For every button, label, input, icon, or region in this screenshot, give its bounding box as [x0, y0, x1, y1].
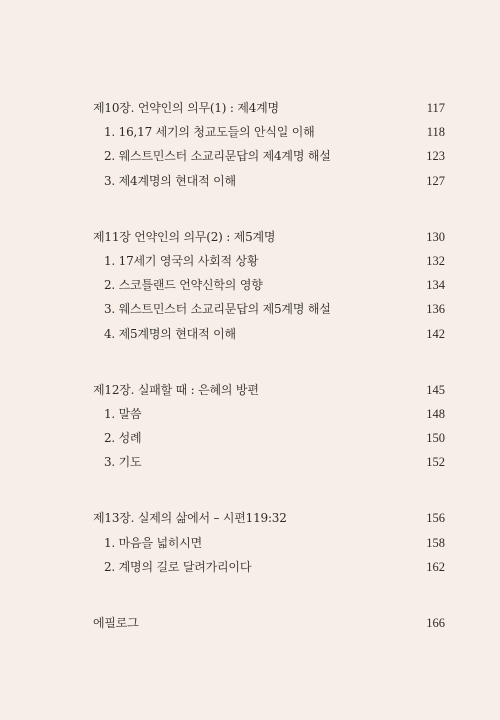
- page-number: 123: [426, 149, 445, 164]
- page-number: 136: [426, 302, 445, 317]
- chapter-heading: [93, 378, 445, 402]
- entry-title: 1. 마음을 넓히시면: [104, 535, 203, 550]
- toc-entry: [93, 169, 445, 193]
- page-number: 117: [426, 101, 445, 115]
- page-number: 152: [426, 455, 445, 470]
- toc-entry: [93, 273, 445, 297]
- epilogue-section: [93, 611, 445, 635]
- toc-entry: [93, 531, 445, 555]
- entry-title: 3. 기도: [104, 455, 142, 470]
- table-of-contents: [93, 96, 445, 667]
- toc-entry: [93, 322, 445, 346]
- chapter-11-section: [93, 225, 445, 346]
- epilogue-title: 에필로그: [93, 616, 139, 630]
- chapter-13-section: [93, 506, 445, 579]
- chapter-heading: [93, 506, 445, 530]
- toc-entry: [93, 144, 445, 168]
- toc-entry: [93, 120, 445, 144]
- chapter-title: 제10장. 언약인의 의무(1) : 제4계명: [93, 101, 279, 115]
- entry-title: 2. 스코틀랜드 언약신학의 영향: [104, 278, 263, 293]
- epilogue-entry: [93, 611, 445, 635]
- page-number: 156: [426, 511, 445, 526]
- page-number: 118: [426, 125, 445, 140]
- toc-entry: [93, 450, 445, 474]
- chapter-title: 제11장 언약인의 의무(2) : 제5계명: [93, 229, 276, 244]
- page-number: 166: [426, 616, 445, 630]
- chapter-heading: [93, 225, 445, 249]
- page-number: 145: [426, 382, 445, 397]
- page-number: 142: [426, 326, 445, 341]
- entry-title: 1. 17세기 영국의 사회적 상황: [104, 253, 259, 268]
- page-number: 132: [426, 253, 445, 268]
- toc-entry: [93, 402, 445, 426]
- entry-title: 2. 성례: [104, 431, 142, 446]
- chapter-12-section: [93, 378, 445, 475]
- page-number: 162: [426, 559, 445, 574]
- page-number: 134: [426, 278, 445, 293]
- entry-title: 2. 계명의 길로 달려가리이다: [104, 559, 252, 574]
- entry-title: 4. 제5계명의 현대적 이해: [104, 326, 236, 341]
- chapter-title: 제13장. 실제의 삶에서 – 시편119:32: [93, 511, 287, 526]
- toc-entry: [93, 249, 445, 273]
- entry-title: 3. 웨스트민스터 소교리문답의 제5계명 해설: [104, 302, 331, 317]
- page-number: 130: [426, 229, 445, 244]
- page-number: 158: [426, 535, 445, 550]
- chapter-title: 제12장. 실패할 때 : 은혜의 방편: [93, 382, 259, 397]
- toc-entry: [93, 426, 445, 450]
- toc-entry: [93, 297, 445, 321]
- entry-title: 1. 16,17 세기의 청교도들의 안식일 이해: [104, 125, 315, 140]
- entry-title: 1. 말씀: [104, 406, 142, 421]
- entry-title: 2. 웨스트민스터 소교리문답의 제4계명 해설: [104, 149, 331, 164]
- chapter-heading: [93, 96, 445, 120]
- chapter-10-section: [93, 96, 445, 193]
- page-number: 148: [426, 406, 445, 421]
- entry-title: 3. 제4계명의 현대적 이해: [104, 173, 236, 188]
- page-number: 150: [426, 431, 445, 446]
- toc-entry: [93, 555, 445, 579]
- page-number: 127: [426, 173, 445, 188]
